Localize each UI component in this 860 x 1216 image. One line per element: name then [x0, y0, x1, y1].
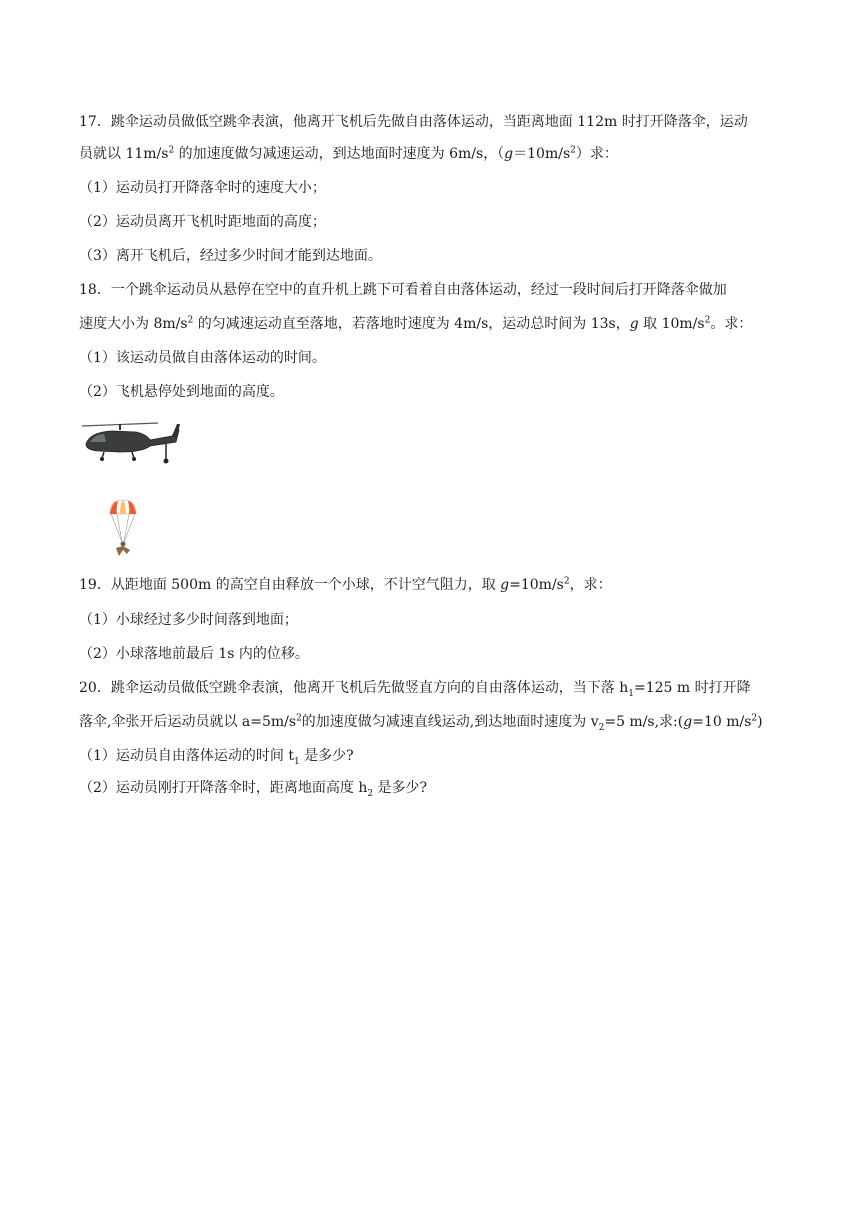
q19-part-2: （2）小球落地前最后 1s 内的位移。	[79, 646, 309, 662]
q20-stem-line-2: 落伞,伞张开后运动员就以 $a=5m/s^2$的加速度做匀减速直线运动,到达地面时速度为 $v_2=5$ m/s,求:(g=10 $m/s^2$)	[79, 713, 763, 733]
helicopter-icon	[80, 416, 180, 466]
q19-stem: 19．从距地面 500m 的高空自由释放一个小球，不计空气阻力，取 $g=10m/s^2$，求：	[79, 576, 612, 593]
q17-stem-line-1: 17．跳伞运动员做低空跳伞表演，他离开飞机后先做自由落体运动，当距离地面 112m 时打开降落伞，运动	[79, 114, 748, 130]
q18-stem-line-2: 速度大小为 $8m/s^2$ 的匀减速运动直至落地，若落地时速度为 4m/s，运动总时间为 13s，g 取 $10m/s^2$。求：	[79, 315, 753, 332]
q18-part-1: （1）该运动员做自由落体运动的时间。	[79, 350, 326, 366]
q20-part-2: （2）运动员刚打开降落伞时，距离地面高度 $h_2$ 是多少?	[79, 780, 428, 799]
q17-part-2: （2）运动员离开飞机时距地面的高度；	[79, 214, 326, 230]
q18-stem-line-1: 18．一个跳伞运动员从悬停在空中的直升机上跳下可看着自由落体运动，经过一段时间后打开降落伞做加	[79, 282, 727, 298]
q19-part-1: （1）小球经过多少时间落到地面；	[79, 612, 298, 628]
q17-part-1: （1）运动员打开降落伞时的速度大小；	[79, 180, 326, 196]
parachute-icon	[108, 498, 138, 560]
q20-part-1: （1）运动员自由落体运动的时间 $t_1$ 是多少?	[79, 748, 354, 767]
q17-stem-line-2: 员就以 $11m/s^2$ 的加速度做匀减速运动，到达地面时速度为 6m/s，$(g=10m/s^2)$求：	[79, 145, 618, 162]
q20-stem-line-1: 20．跳伞运动员做低空跳伞表演，他离开飞机后先做竖直方向的自由落体运动，当下落 $h_1=125$ m 时打开降	[79, 680, 751, 699]
q18-part-2: （2）飞机悬停处到地面的高度。	[79, 384, 284, 400]
q17-part-3: （3）离开飞机后，经过多少时间才能到达地面。	[79, 248, 382, 264]
